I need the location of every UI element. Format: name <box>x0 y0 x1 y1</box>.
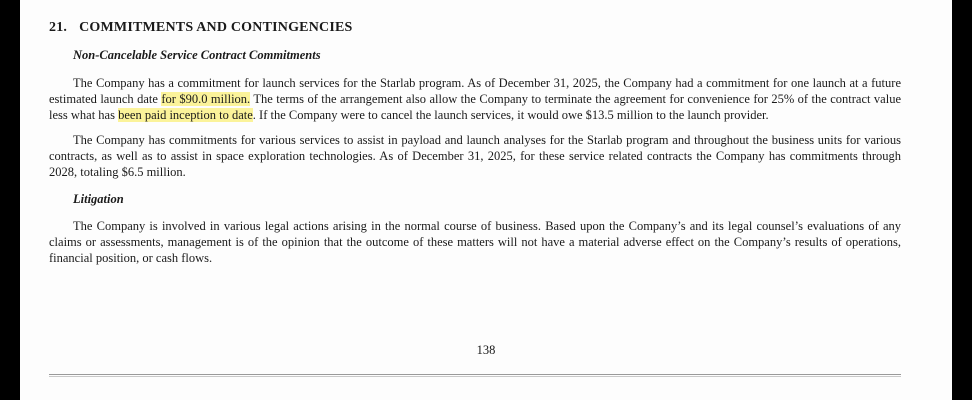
paragraph-litigation: The Company is involved in various legal actions arising in the normal course of business. Based upon the Company’s and its legal counsel’s evaluations of any claims or assessments, management is of the opinion that the outcome of these matters will not have a material adverse effect on the Company’s results of operations, financial position, or cash flows. <box>49 219 901 265</box>
document-page <box>20 0 952 400</box>
section-number: 21. <box>49 20 68 35</box>
highlighted-text: been paid inception to date <box>118 107 253 122</box>
footer-divider <box>49 374 901 377</box>
highlighted-text: for $90.0 million. <box>161 91 251 106</box>
subheading-service-contract-commitments: Non-Cancelable Service Contract Commitments <box>73 48 321 62</box>
subheading-litigation: Litigation <box>73 192 124 206</box>
page-number: 138 <box>476 343 496 357</box>
paragraph-service-commitments: The Company has commitments for various services to assist in payload and launch analyses for the Starlab program and throughout the business units for various contracts, as well as to assist in space exploration technologies. As of December 31, 2025, for these service related contracts the Company has commitments through 2028, totaling $6.5 million. <box>49 133 901 179</box>
paragraph-launch-services <box>49 76 901 123</box>
paragraph-text: The Company has a commitment for launch services for the Starlab program. As of December 31, 2025, the Company had a commitment for one launch at a future estimated launch date <box>49 76 901 106</box>
paragraph-text: The terms of the arrangement also allow the Company to terminate the agreement for convenience for 25% of the contract value less what has <box>49 91 901 122</box>
section-title <box>49 20 353 36</box>
section-title-text: COMMITMENTS AND CONTINGENCIES <box>79 20 353 35</box>
paragraph-text: . If the Company were to cancel the launch services, it would owe $13.5 million to the launch provider. <box>252 107 769 122</box>
